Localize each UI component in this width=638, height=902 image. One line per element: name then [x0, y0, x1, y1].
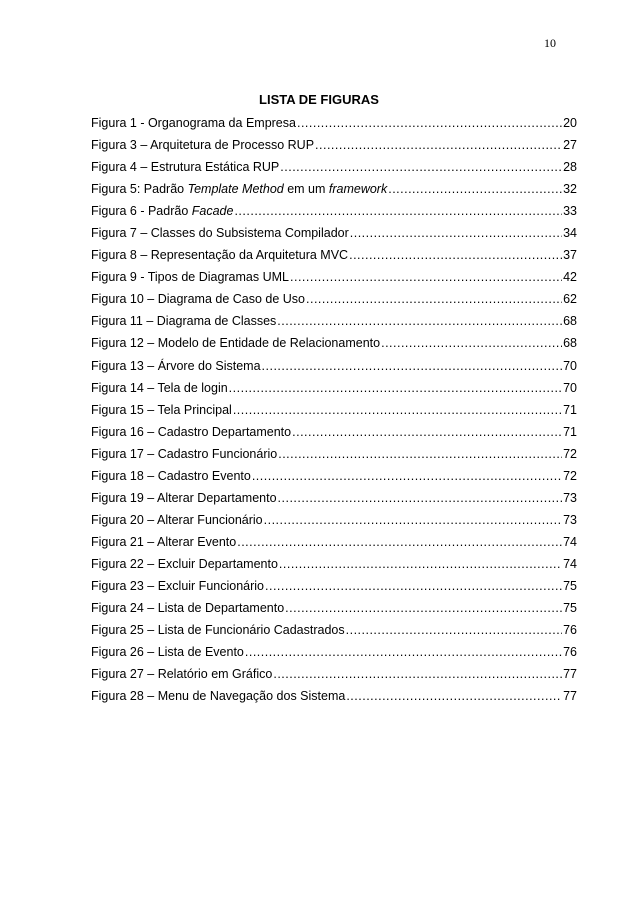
dot-leader [306, 288, 562, 310]
figure-entry-label [91, 134, 314, 156]
figure-entry-page-number: 76 [563, 645, 577, 660]
dot-leader [346, 685, 562, 707]
figure-entry-page-number: 77 [563, 689, 577, 704]
figure-entry-page-number: 37 [563, 248, 577, 263]
figure-list-entry[interactable] [91, 222, 577, 244]
figure-entry-label-text: Figura 9 - Tipos de Diagramas UML [91, 270, 289, 285]
figure-entry-label-text: Figura 27 – Relatório em Gráfico [91, 667, 273, 682]
figure-entry-label-text: em um [283, 182, 329, 197]
figure-entry-page-number: 77 [563, 667, 577, 682]
figure-entry-label [91, 619, 345, 641]
figure-list-entry[interactable] [91, 399, 577, 421]
figure-list-entry[interactable] [91, 112, 577, 134]
figure-entry-label [91, 178, 387, 200]
figure-list-entry[interactable] [91, 200, 577, 222]
figure-entry-label [91, 443, 277, 465]
figure-entry-page-number: 34 [563, 226, 577, 241]
figure-entry-label [91, 310, 276, 332]
figure-entry-page-number: 68 [563, 314, 577, 329]
figure-entry-label-text: Figura 11 – Diagrama de Classes [91, 314, 277, 329]
figure-entry-page-number: 73 [563, 512, 577, 527]
figure-list-entry[interactable] [91, 465, 577, 487]
figure-entry-page-number: 74 [563, 556, 577, 571]
figure-list-entry[interactable] [91, 134, 577, 156]
figure-entry-label-text: Figura 17 – Cadastro Funcionário [91, 446, 278, 461]
figure-entry-label [91, 112, 296, 134]
figure-entry-label [91, 685, 345, 707]
dot-leader [278, 487, 563, 509]
figure-entry-label [91, 575, 264, 597]
figure-entry-page-number: 74 [563, 534, 577, 549]
figure-list-entry[interactable] [91, 443, 577, 465]
figure-entry-label [91, 531, 236, 553]
figure-entry-label [91, 377, 228, 399]
figure-list-entry[interactable] [91, 421, 577, 443]
figure-entry-page-number: 70 [563, 358, 577, 373]
figure-entry-page-number: 33 [563, 204, 577, 219]
figure-entry-page-number: 71 [563, 402, 577, 417]
figure-entry-page-number: 68 [563, 336, 577, 351]
figure-entry-label [91, 332, 380, 354]
dot-leader [292, 421, 562, 443]
dot-leader [279, 553, 562, 575]
figure-entry-label-text: Figura 15 – Tela Principal [91, 402, 232, 417]
figure-entry-label-text: Figura 21 – Alterar Evento [91, 534, 237, 549]
figure-list-entry[interactable] [91, 575, 577, 597]
figure-list-entry[interactable] [91, 685, 577, 707]
dot-leader [252, 465, 562, 487]
page-title: LISTA DE FIGURAS [259, 92, 379, 107]
figure-entry-label-text: Figura 16 – Cadastro Departamento [91, 424, 292, 439]
figure-list-entry[interactable] [91, 531, 577, 553]
figure-entry-label [91, 509, 263, 531]
figure-list-entry[interactable] [91, 641, 577, 663]
figure-entry-label [91, 244, 348, 266]
dot-leader [297, 112, 562, 134]
figure-entry-label-italic: Facade [191, 204, 234, 219]
dot-leader [290, 266, 562, 288]
dot-leader [262, 355, 563, 377]
figure-list-entry[interactable] [91, 310, 577, 332]
figure-entry-page-number: 32 [563, 182, 577, 197]
figure-entry-page-number: 75 [563, 601, 577, 616]
figure-entry-page-number: 27 [563, 138, 577, 153]
page-number: 10 [544, 36, 556, 50]
figure-entry-label [91, 465, 251, 487]
figure-list-entry[interactable] [91, 619, 577, 641]
figure-entry-label-text: Figura 6 - Padrão [91, 204, 192, 219]
figure-entry-label-text: Figura 26 – Lista de Evento [91, 645, 244, 660]
figure-entry-page-number: 28 [563, 160, 577, 175]
figure-list-entry[interactable] [91, 597, 577, 619]
dot-leader [234, 200, 562, 222]
dot-leader [264, 509, 562, 531]
dot-leader [237, 531, 562, 553]
dot-leader [346, 619, 562, 641]
figure-entry-label [91, 156, 279, 178]
figure-entry-label [91, 222, 349, 244]
figure-entry-label [91, 355, 261, 377]
figure-entry-label [91, 641, 244, 663]
figure-list-entry[interactable] [91, 244, 577, 266]
figure-entry-label-text: Figura 20 – Alterar Funcionário [91, 512, 263, 527]
figure-entry-page-number: 75 [563, 578, 577, 593]
figure-entry-label-text: Figura 12 – Modelo de Entidade de Relacionamento [91, 336, 381, 351]
figure-entry-label-text: Figura 8 – Representação da Arquitetura MVC [91, 248, 349, 263]
figure-list-entry[interactable] [91, 266, 577, 288]
figure-entry-label-text: Figura 24 – Lista de Departamento [91, 601, 285, 616]
dot-leader [315, 134, 562, 156]
figure-entry-label-text: Figura 1 - Organograma da Empresa [91, 116, 296, 130]
figure-entry-label-text: Figura 13 – Árvore do Sistema [91, 358, 261, 373]
figure-entry-page-number: 72 [563, 446, 577, 461]
figure-entry-page-number: 71 [563, 424, 577, 439]
dot-leader [349, 244, 562, 266]
figure-entry-label [91, 399, 232, 421]
figure-list-entry[interactable] [91, 332, 577, 354]
figure-entry-label [91, 421, 291, 443]
dot-leader [277, 310, 562, 332]
figure-entry-label-text: Figura 14 – Tela de login [91, 380, 228, 395]
figure-entry-label [91, 288, 305, 310]
figure-entry-page-number: 62 [563, 292, 577, 307]
dot-leader [278, 443, 562, 465]
dot-leader [233, 399, 562, 421]
figure-entry-label-text: Figura 4 – Estrutura Estática RUP [91, 160, 280, 175]
figure-entry-label-italic: Template Method [187, 182, 284, 197]
figure-entry-label [91, 487, 277, 509]
dot-leader [388, 178, 562, 200]
figure-entry-label-text: Figura 5: Padrão [91, 182, 188, 197]
figure-entry-label-italic: framework [328, 182, 388, 197]
dot-leader [265, 575, 562, 597]
figure-list-entry[interactable] [91, 509, 577, 531]
figure-list-entry[interactable] [91, 487, 577, 509]
figure-list-entry[interactable] [91, 355, 577, 377]
dot-leader [350, 222, 562, 244]
figure-entry-label-text: Figura 3 – Arquitetura de Processo RUP [91, 138, 315, 153]
dot-leader [285, 597, 562, 619]
dot-leader [280, 156, 562, 178]
figure-entry-label [91, 200, 233, 222]
dot-leader [245, 641, 562, 663]
figure-entry-page-number: 72 [563, 468, 577, 483]
figure-entry-page-number: 70 [563, 380, 577, 395]
figure-entry-label [91, 553, 278, 575]
figure-entry-page-number: 76 [563, 623, 577, 638]
figure-entry-label-text: Figura 28 – Menu de Navegação dos Sistema [91, 689, 346, 704]
figure-entry-page-number: 73 [563, 490, 577, 505]
figure-entry-label-text: Figura 23 – Excluir Funcionário [91, 578, 264, 593]
figure-list-entry[interactable] [91, 377, 577, 399]
figure-list-entry[interactable] [91, 178, 577, 200]
figure-entry-label [91, 597, 284, 619]
figure-entry-label [91, 266, 289, 288]
dot-leader [273, 663, 562, 685]
figure-entry-label-text: Figura 19 – Alterar Departamento [91, 490, 277, 505]
dot-leader [229, 377, 562, 399]
figure-entry-page-number: 20 [563, 116, 577, 130]
figure-entry-label-text: Figura 7 – Classes do Subsistema Compilador [91, 226, 349, 241]
figure-entry-label-text: Figura 10 – Diagrama de Caso de Uso [91, 292, 306, 307]
figure-entry-label-text: Figura 18 – Cadastro Evento [91, 468, 251, 483]
figure-list-entry[interactable] [91, 663, 577, 685]
figure-list-entry[interactable] [91, 156, 577, 178]
figure-entry-label [91, 663, 272, 685]
figure-entry-label-text: Figura 22 – Excluir Departamento [91, 556, 278, 571]
figure-list-entry[interactable] [91, 288, 577, 310]
figure-entry-page-number: 42 [563, 270, 577, 285]
figure-list-entry[interactable] [91, 553, 577, 575]
figure-list [91, 112, 577, 707]
dot-leader [381, 332, 562, 354]
figure-entry-label-text: Figura 25 – Lista de Funcionário Cadastrados [91, 623, 345, 638]
